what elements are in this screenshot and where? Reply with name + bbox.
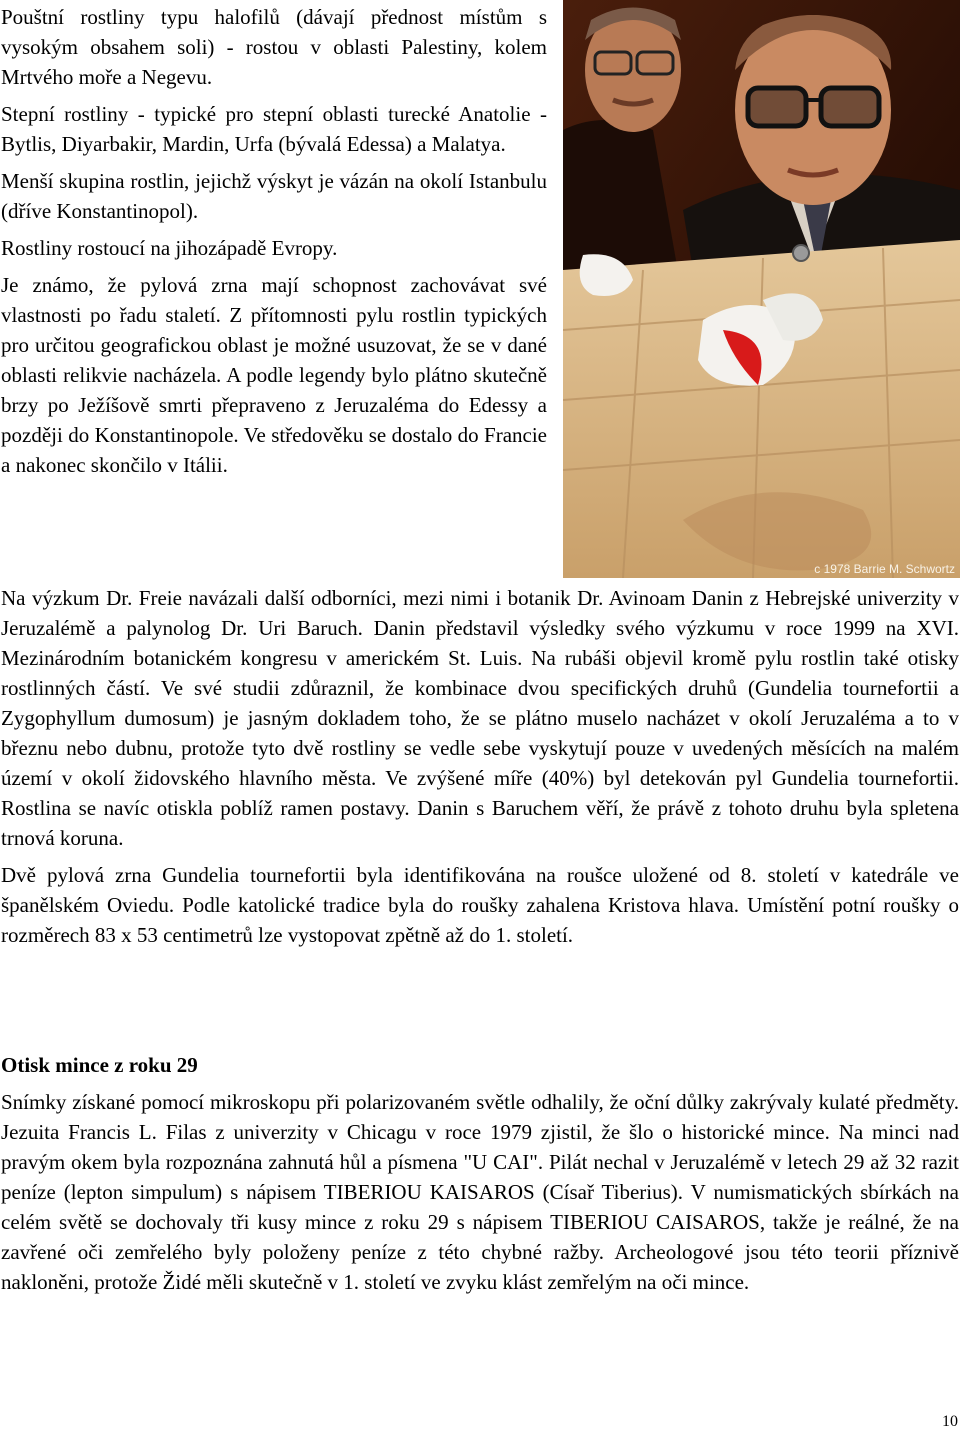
- paragraph-coin-imprint: Snímky získané pomocí mikroskopu při polarizovaném světle odhalily, že oční důlky zakrývaly kulaté předměty. Jezuita Francis L. Filas z univerzity v Chicagu v roce 1979 zjistil, že šlo o historické mince. Na minci nad pravým okem byla rozpoznána zahnutá hůl a písmena "U CAI". Pilát nechal v Jeruzalémě v letech 29 až 32 razit peníze (lepton simpulum) s nápisem TIBERIOU KAISAROS (Císař Tiberius). V numismatických sbírkách na celém světě se dochovaly tři kusy mince z roku 29 s nápisem TIBERIOU CAISAROS, takže je reálné, že na zavřené oči zemřelého byly položeny peníze z této chybné ražby. Archeologové jsou této teorii příznivě nakloněni, protože Židé měli skutečně v 1. století ve zvyku klást zemřelým na oči mince.: [1, 1090, 959, 1294]
- paragraph-istanbul-plants: Menší skupina rostlin, jejichž výskyt je vázán na okolí Istanbulu (dříve Konstantinopol).: [1, 169, 547, 223]
- page-number: 10: [942, 1413, 958, 1430]
- shroud-examination-photo: [563, 0, 960, 578]
- paragraph-steppe-plants: Stepní rostliny - typické pro stepní oblasti turecké Anatolie - Bytlis, Diyarbakir, Mardin, Urfa (bývalá Edessa) a Malatya.: [1, 102, 547, 156]
- paragraph-pollen-history: Je známo, že pylová zrna mají schopnost zachovávat své vlastnosti po řadu staletí. Z přítomnosti pylu rostlin typických pro určitou geografickou oblast je možné usuzovat, že se v dané oblasti relikvie nacházela. A podle legendy bylo plátno skutečně brzy po Ježíšově smrti přepraveno z Jeruzaléma do Edessy a později do Konstantinopole. Ve středověku se dostalo do Francie a nakonec skončilo v Itálii.: [1, 273, 547, 477]
- paragraph-oviedo-sudarium: Dvě pylová zrna Gundelia tournefortii byla identifikována na roušce uložené od 8. století v katedrále ve španělském Oviedu. Podle katolické tradice byla do roušky zahalena Kristova hlava. Umístění potní roušky o rozměrech 83 x 53 centimetrů lze vystopovat zpětně až do 1. století.: [1, 863, 959, 947]
- full-width-text: [1, 583, 959, 957]
- section-heading: Otisk mince z roku 29: [1, 1053, 198, 1077]
- left-column-text: [1, 2, 547, 487]
- coin-section: [1, 1050, 959, 1297]
- paragraph-danin-research: Na výzkum Dr. Freie navázali další odborníci, mezi nimi i botanik Dr. Avinoam Danin z Hebrejské univerzity v Jeruzalémě a palynolog Dr. Uri Baruch. Danin představil výsledky svého výzkumu v roce 1999 na XVI. Mezinárodním botanickém kongresu v americkém St. Luis. Na rubáši objevil kromě pylu rostlin také otisky rostlinných částí. Ve své studii zdůraznil, že kombinace dvou specifických druhů (Gundelia tournefortii a Zygophyllum dumosum) je jasným dokladem toho, že se plátno muselo nacházet v okolí Jeruzaléma a to v březnu nebo dubnu, protože tyto dvě rostliny se vedle sebe vyskytují pouze v uvedených měsících na malém území v okolí židovského hlavního města. Ve zvýšené míře (40%) byl detekován pyl Gundelia tournefortii. Rostlina se navíc otiskla poblíž ramen postavy. Danin s Baruchem věří, že právě z tohoto druhu byla spletena trnová koruna.: [1, 586, 959, 850]
- photo-credit: c 1978 Barrie M. Schwortz: [814, 562, 955, 576]
- paragraph-halophytes: Pouštní rostliny typu halofilů (dávají přednost místům s vysokým obsahem soli) - rostou v oblasti Palestiny, kolem Mrtvého moře a Negevu.: [1, 5, 547, 89]
- paragraph-southwest-europe: Rostliny rostoucí na jihozápadě Evropy.: [1, 236, 338, 260]
